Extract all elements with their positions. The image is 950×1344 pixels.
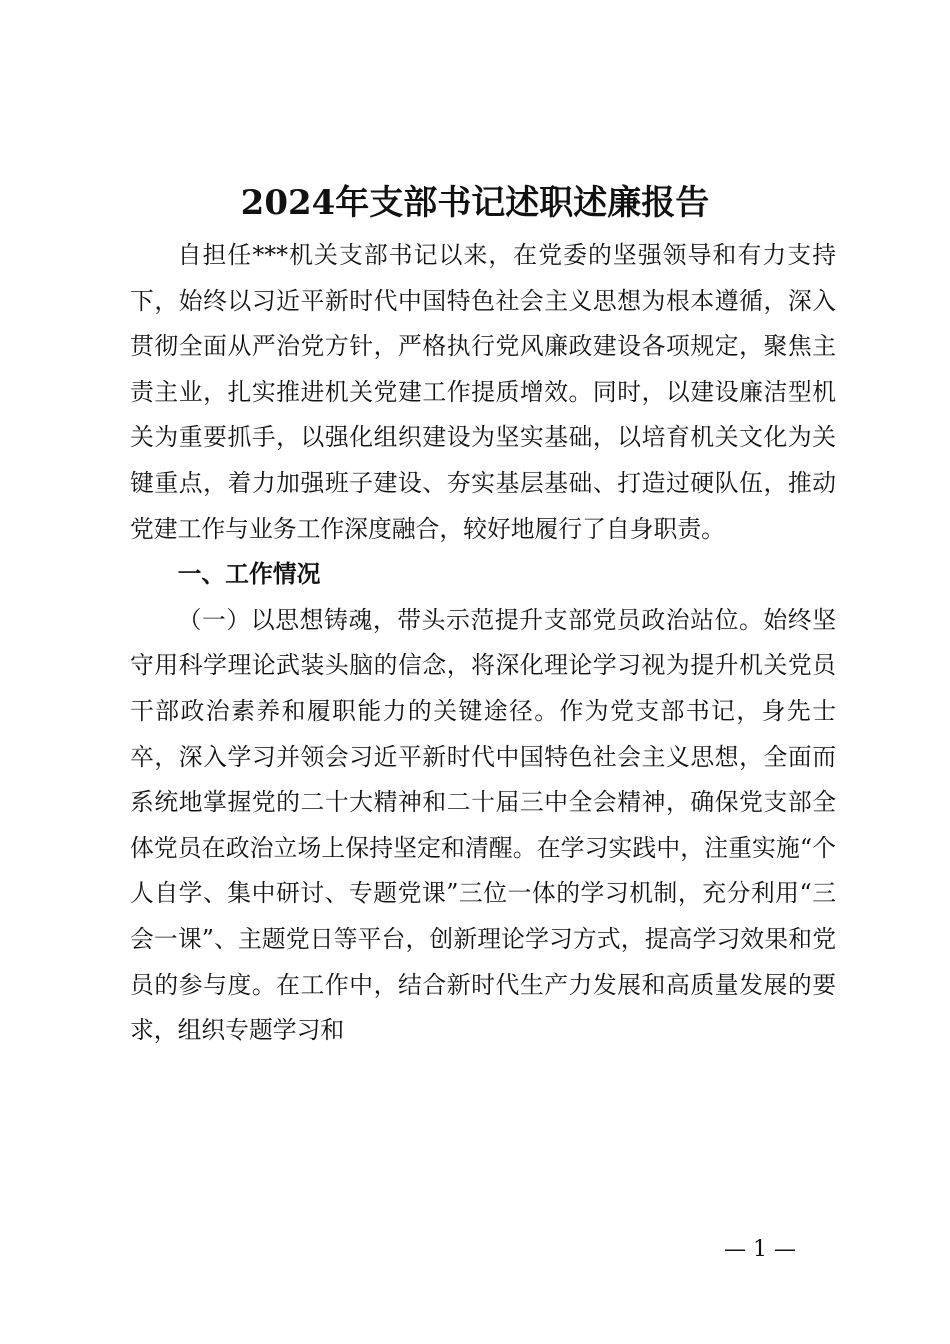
page-number: — 1 —: [724, 1237, 796, 1262]
section-heading-work-status: 一、工作情况: [177, 560, 321, 589]
page-title: 2024年支部书记述职述廉报告: [240, 183, 710, 223]
section-1-paragraph-1: （一）以思想铸魂，带头示范提升支部党员政治站位。始终坚守用科学理论武装头脑的信念，将深化理论学习视为提升机关党员干部政治素养和履职能力的关键途径。作为党支部书记，身先士卒，深入学习并领会习近平新时代中国特色社会主义思想，全面而系统地掌握党的二十大精神和二十届三中全会精神，确保党支部全体党员在政治立场上保持坚定和清醒。在学习实践中，注重实施“个人自学、集中研讨、专题党课”三位一体的学习机制，充分利用“三会一课”、主题党日等平台，创新理论学习方式，提高学习效果和党员的参与度。在工作中，结合新时代生产力发展和高质量发展的要求，组织专题学习和: [130, 605, 836, 1045]
intro-paragraph: 自担任***机关支部书记以来，在党委的坚强领导和有力支持下，始终以习近平新时代中国特色社会主义思想为根本遵循，深入贯彻全面从严治党方针，严格执行党风廉政建设各项规定，聚焦主责主业，扎实推进机关党建工作提质增效。同时，以建设廉洁型机关为重要抓手，以强化组织建设为坚实基础，以培育机关文化为关键重点，着力加强班子建设、夯实基层基础、打造过硬队伍，推动党建工作与业务工作深度融合，较好地履行了自身职责。: [130, 241, 836, 543]
document-body: [130, 233, 836, 1054]
